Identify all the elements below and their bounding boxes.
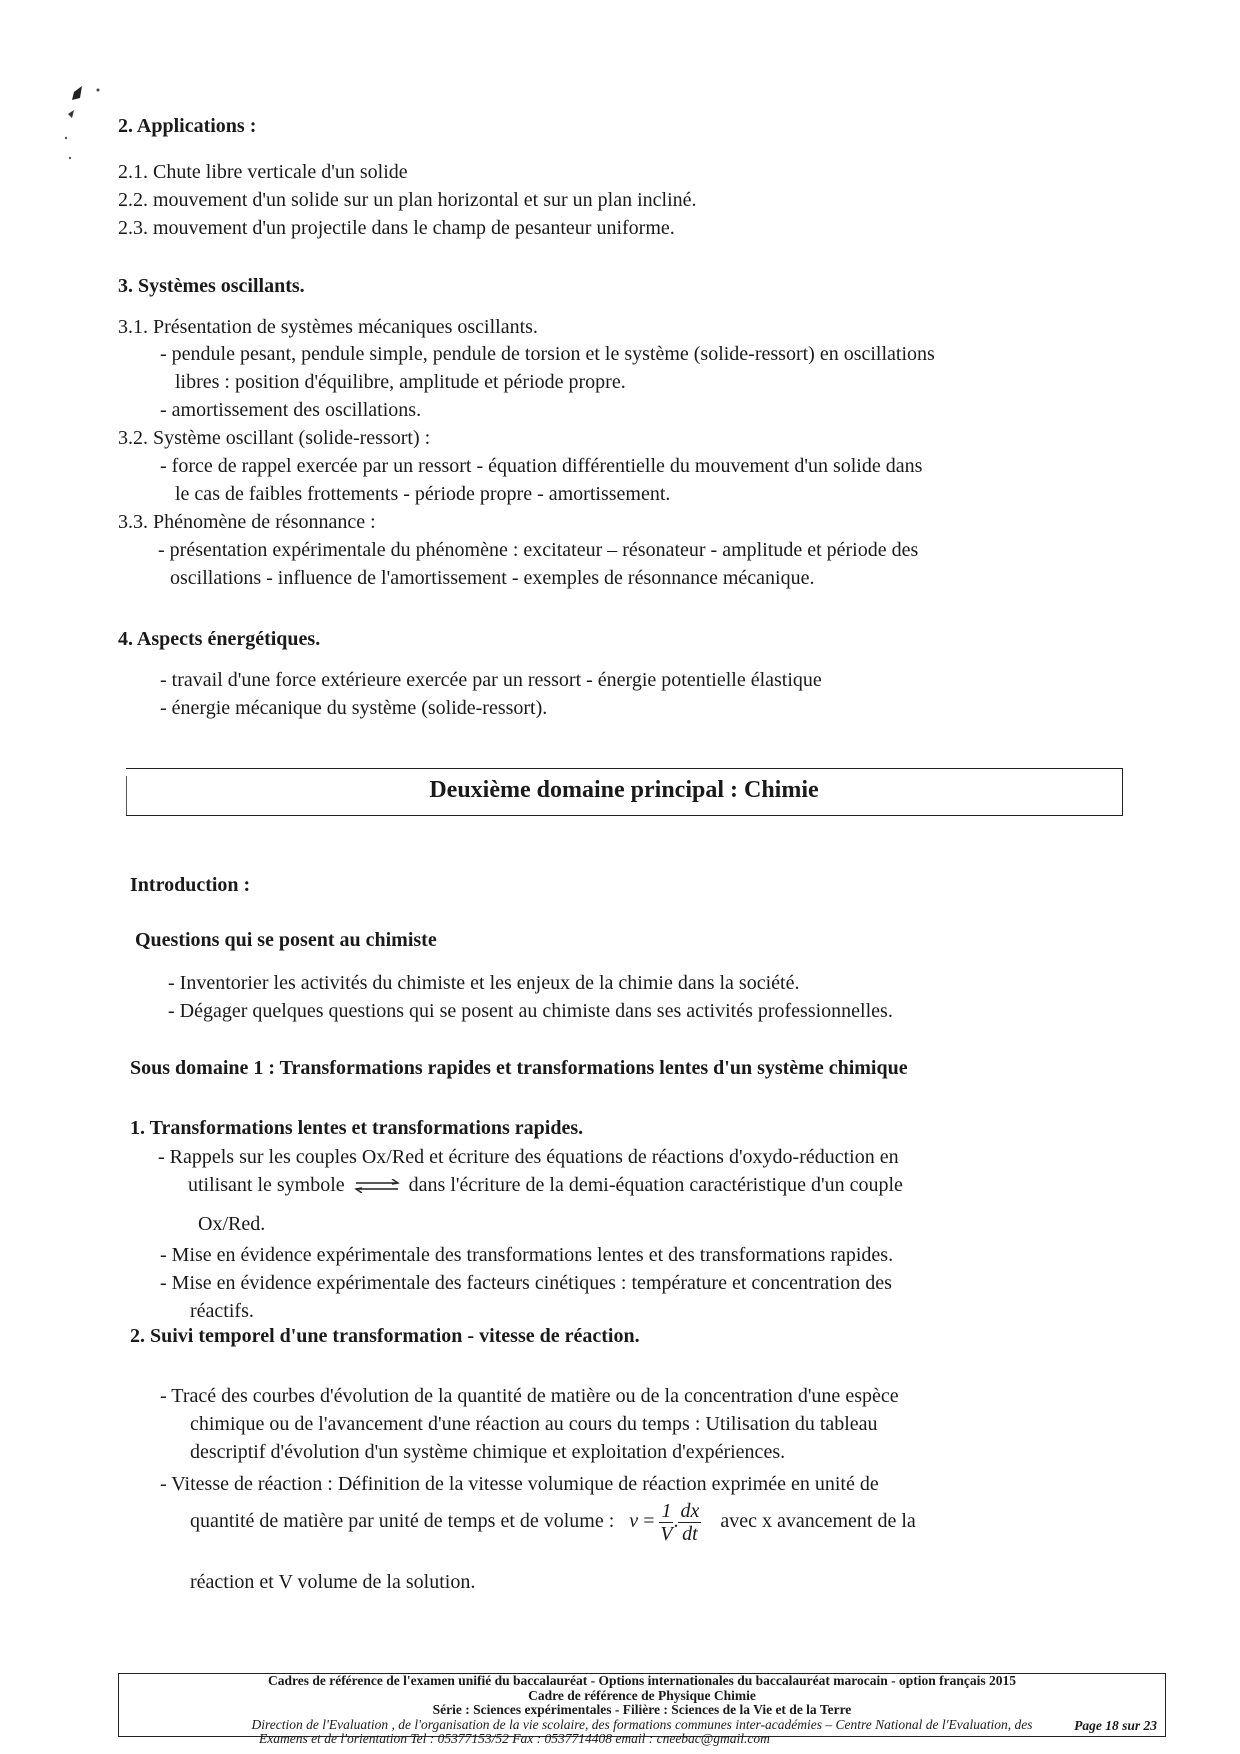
t2-title: 2. Suivi temporel d'une transformation - vitesse de réaction. xyxy=(130,1325,640,1347)
formula-fraction-1 xyxy=(659,1500,673,1545)
list-item-continued: le cas de faibles frottements - période propre - amortissement. xyxy=(175,483,671,505)
footer-line-1: Cadres de référence de l'examen unifié du baccalauréat - Options internationales du baccalauréat marocain - option français 2015 xyxy=(267,1673,1017,1688)
formula-den-2: dt xyxy=(682,1523,698,1545)
list-item: - énergie mécanique du système (solide-ressort). xyxy=(160,697,548,719)
footer-line-3: Série : Sciences expérimentales - Filière : Sciences de la Vie et de la Terre xyxy=(432,1702,852,1717)
list-item: - amortissement des oscillations. xyxy=(160,399,422,421)
t1-title: 1. Transformations lentes et transformations rapides. xyxy=(130,1117,584,1139)
list-item: - Tracé des courbes d'évolution de la quantité de matière ou de la concentration d'une espèce xyxy=(160,1385,899,1407)
energie-title: 4. Aspects énergétiques. xyxy=(118,628,321,650)
sous-domaine-title: Sous domaine 1 : Transformations rapides et transformations lentes d'un système chimique xyxy=(130,1057,908,1079)
footer-line-5: Examens et de l'orientation Tel : 05377153/52 Fax : 0537714408 email : cneebac@gmail.com xyxy=(259,1731,770,1746)
list-item-continued xyxy=(188,1171,903,1199)
chimie-banner-title: Deuxième domaine principal : Chimie xyxy=(429,777,819,803)
formula-v: v xyxy=(629,1510,639,1533)
page-number: Page 18 sur 23 xyxy=(1074,1717,1157,1733)
list-item: - force de rappel exercée par un ressort - équation différentielle du mouvement d'un solide dans xyxy=(160,455,923,477)
list-item-continued xyxy=(190,1500,916,1545)
list-item: - Mise en évidence expérimentale des facteurs cinétiques : température et concentration des xyxy=(160,1272,892,1294)
list-item-continued: descriptif d'évolution d'un système chimique et exploitation d'expériences. xyxy=(190,1441,786,1463)
equilibrium-arrows-icon xyxy=(354,1179,400,1193)
list-item: - Vitesse de réaction : Définition de la vitesse volumique de réaction exprimée en unité de xyxy=(160,1473,879,1495)
t1-text-before-symbol: utilisant le symbole xyxy=(188,1174,345,1196)
list-item: - Dégager quelques questions qui se posent au chimiste dans ses activités professionnelles. xyxy=(168,1000,893,1022)
formula-equals: = xyxy=(643,1510,655,1533)
list-item: - Mise en évidence expérimentale des transformations lentes et des transformations rapides. xyxy=(160,1244,894,1266)
subsection-3-3: 3.3. Phénomène de résonnance : xyxy=(118,511,376,533)
list-item-continued: réaction et V volume de la solution. xyxy=(190,1571,476,1593)
footer-line-2: Cadre de référence de Physique Chimie xyxy=(528,1687,756,1703)
footer-line-4: Direction de l'Evaluation , de l'organisation de la vie scolaire, des formations communes inter-académies – Centre National de l'Evaluation, des xyxy=(251,1716,1033,1732)
list-item-continued: oscillations - influence de l'amortissement - exemples de résonnance mécanique. xyxy=(170,567,815,589)
t2-formula-intro: quantité de matière par unité de temps et de volume : xyxy=(190,1510,615,1533)
list-item: - Inventorier les activités du chimiste et les enjeux de la chimie dans la société. xyxy=(168,972,800,994)
list-item-continued: Ox/Red. xyxy=(198,1213,266,1235)
list-item: 2.2. mouvement d'un solide sur un plan horizontal et sur un plan incliné. xyxy=(118,189,697,211)
list-item: 2.3. mouvement d'un projectile dans le champ de pesanteur uniforme. xyxy=(118,217,675,239)
velocity-formula: v = $\frac{1}{V}$ . $\frac{dx}{dt}$ xyxy=(629,1500,700,1545)
subsection-3-1: 3.1. Présentation de systèmes mécaniques oscillants. xyxy=(118,316,538,338)
formula-den-1: V xyxy=(660,1523,673,1545)
list-item: - présentation expérimentale du phénomène : excitateur – résonateur - amplitude et période des xyxy=(158,539,919,561)
introduction-title: Introduction : xyxy=(130,874,251,896)
t2-formula-after: avec x avancement de la xyxy=(720,1510,916,1533)
subsection-3-2: 3.2. Système oscillant (solide-ressort) : xyxy=(118,427,431,449)
oscillants-title: 3. Systèmes oscillants. xyxy=(118,275,305,297)
formula-fraction-2 xyxy=(678,1500,701,1545)
list-item: 2.1. Chute libre verticale d'un solide xyxy=(118,161,408,183)
t1-text-after-symbol: dans l'écriture de la demi-équation caractéristique d'un couple xyxy=(408,1174,903,1196)
questions-title: Questions qui se posent au chimiste xyxy=(135,929,437,951)
list-item: - travail d'une force extérieure exercée par un ressort - énergie potentielle élastique xyxy=(160,669,822,691)
chimie-banner xyxy=(126,768,1123,816)
list-item-continued: libres : position d'équilibre, amplitude et période propre. xyxy=(175,371,626,393)
page-footer xyxy=(118,1673,1166,1746)
formula-num-2: dx xyxy=(680,1500,700,1522)
list-item: - pendule pesant, pendule simple, pendule de torsion et le système (solide-ressort) en oscillations xyxy=(160,343,935,365)
applications-title: 2. Applications : xyxy=(118,115,257,137)
list-item-continued: réactifs. xyxy=(190,1300,254,1322)
list-item: - Rappels sur les couples Ox/Red et écriture des équations de réactions d'oxydo-réduction en xyxy=(158,1146,899,1168)
formula-num-1: 1 xyxy=(661,1500,672,1522)
list-item-continued: chimique ou de l'avancement d'une réaction au cours du temps : Utilisation du tableau xyxy=(190,1413,878,1435)
